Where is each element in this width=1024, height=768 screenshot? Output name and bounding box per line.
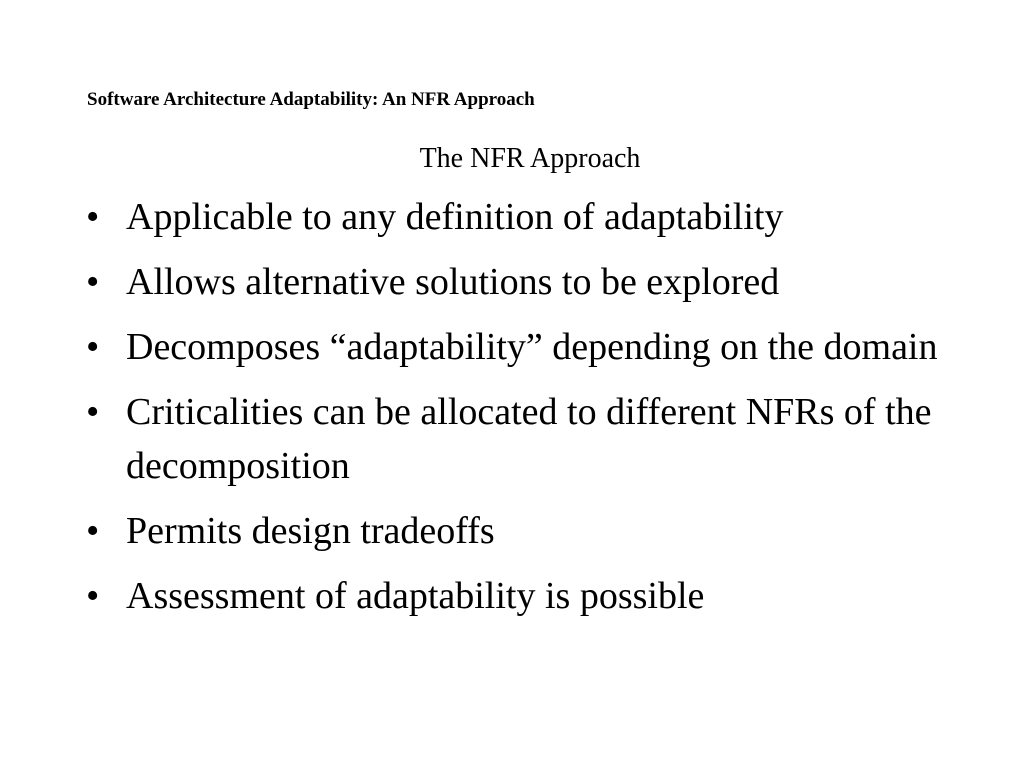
- bullet-item: [86, 320, 946, 374]
- bullet-icon: •: [86, 391, 100, 433]
- slide-subtitle: The NFR Approach: [419, 143, 641, 174]
- bullet-text: Permits design tradeoffs: [126, 510, 495, 552]
- bullet-item: [86, 190, 946, 244]
- bullet-item: [86, 385, 946, 493]
- bullet-icon: •: [86, 196, 100, 238]
- bullet-text: Allows alternative solutions to be explored: [126, 261, 780, 303]
- bullet-icon: •: [86, 261, 100, 303]
- bullet-icon: •: [86, 326, 100, 368]
- bullet-text: Assessment of adaptability is possible: [126, 575, 705, 617]
- bullet-text: Decomposes “adaptability” depending on the domain: [126, 326, 938, 368]
- bullet-item: [86, 504, 946, 558]
- bullet-icon: •: [86, 510, 100, 552]
- bullet-icon: •: [86, 575, 100, 617]
- bullet-list: [86, 190, 946, 634]
- bullet-item: [86, 569, 946, 623]
- bullet-item: [86, 255, 946, 309]
- header-title: Software Architecture Adaptability: An NFR Approach: [87, 89, 535, 110]
- bullet-text: Criticalities can be allocated to different NFRs of the decomposition: [126, 391, 932, 487]
- bullet-text: Applicable to any definition of adaptability: [126, 196, 784, 238]
